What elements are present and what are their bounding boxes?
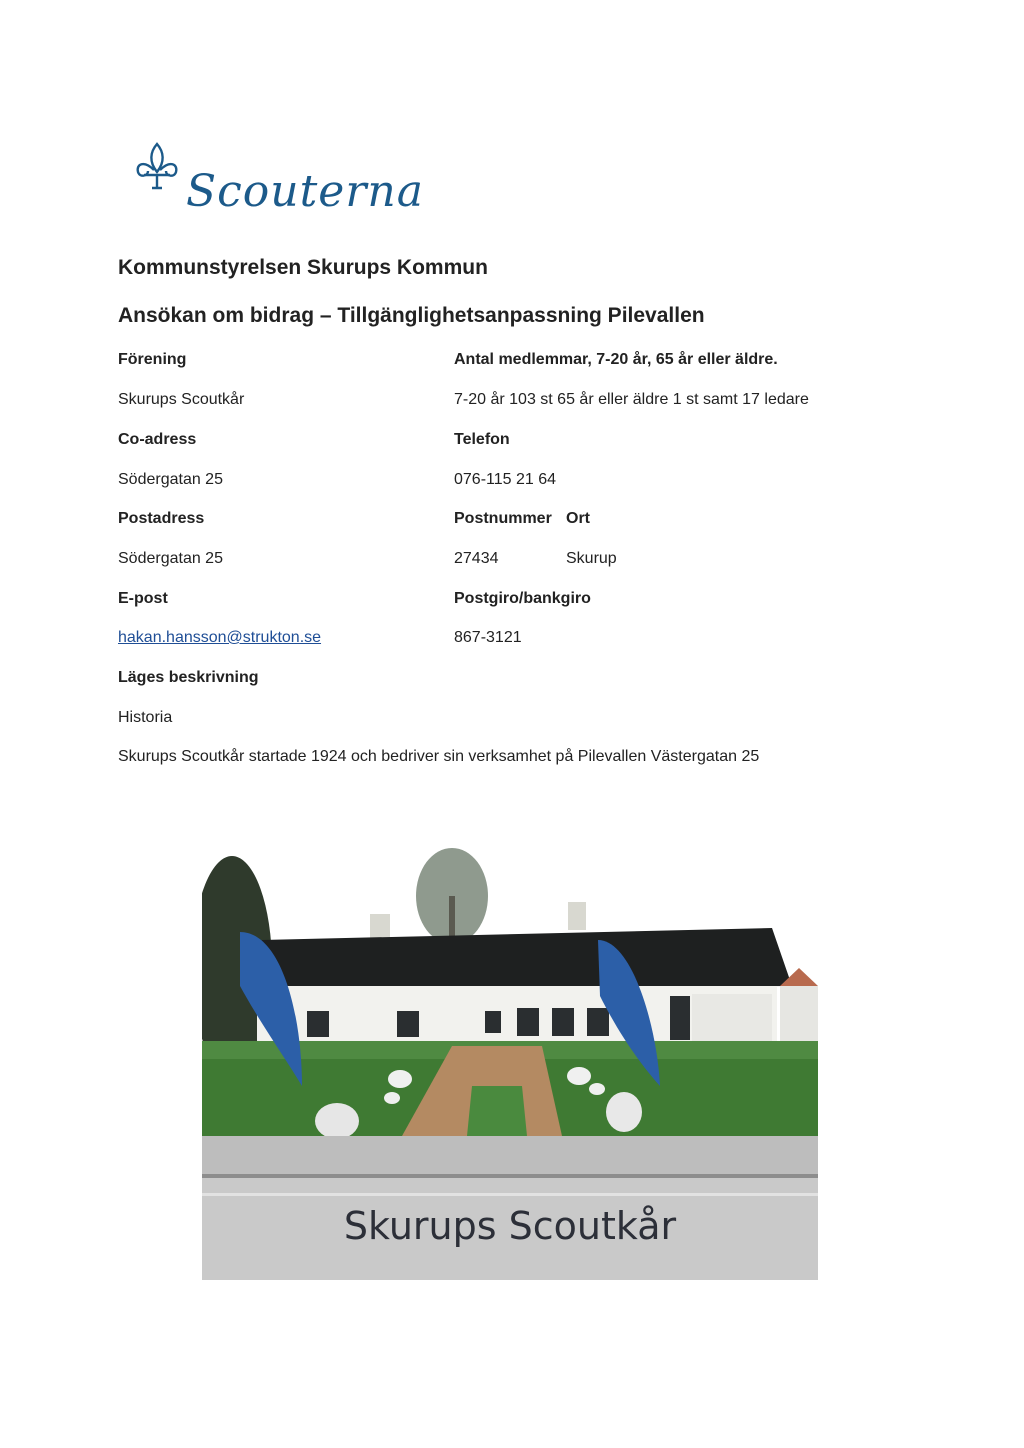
postnummer-value: 27434 bbox=[454, 550, 499, 567]
recipient-heading: Kommunstyrelsen Skurups Kommun bbox=[118, 256, 488, 279]
description-label: Läges beskrivning bbox=[118, 669, 259, 686]
email-link[interactable]: hakan.hansson@strukton.se bbox=[118, 629, 322, 646]
forening-value: Skurups Scoutkår bbox=[118, 391, 245, 408]
photo-caption: Skurups Scoutkår bbox=[343, 1204, 677, 1248]
subject-heading: Ansökan om bidrag – Tillgänglighetsanpassning Pilevallen bbox=[118, 304, 705, 327]
fleur-de-lis-icon bbox=[132, 140, 182, 196]
logo-wordmark: Scouterna bbox=[186, 166, 424, 217]
telefon-value: 076-115 21 64 bbox=[454, 471, 557, 488]
telefon-label: Telefon bbox=[454, 431, 510, 448]
scout-house-photo bbox=[202, 836, 818, 1280]
members-label: Antal medlemmar, 7-20 år, 65 år eller äldre. bbox=[454, 351, 778, 368]
ort-value: Skurup bbox=[566, 550, 617, 567]
coadress-label: Co-adress bbox=[118, 431, 197, 448]
giro-label: Postgiro/bankgiro bbox=[454, 590, 591, 607]
scouterna-logo bbox=[132, 140, 424, 220]
history-label: Historia bbox=[118, 709, 173, 726]
members-value: 7-20 år 103 st 65 år eller äldre 1 st samt 17 ledare bbox=[454, 391, 809, 408]
forening-label: Förening bbox=[118, 351, 187, 368]
ort-label: Ort bbox=[566, 510, 590, 527]
coadress-value: Södergatan 25 bbox=[118, 471, 223, 488]
postadress-label: Postadress bbox=[118, 510, 205, 527]
history-text: Skurups Scoutkår startade 1924 och bedriver sin verksamhet på Pilevallen Västergatan 25 bbox=[118, 748, 760, 765]
giro-value: 867-3121 bbox=[454, 629, 522, 646]
epost-label: E-post bbox=[118, 590, 168, 607]
postnummer-label: Postnummer bbox=[454, 510, 552, 527]
postadress-value: Södergatan 25 bbox=[118, 550, 223, 567]
